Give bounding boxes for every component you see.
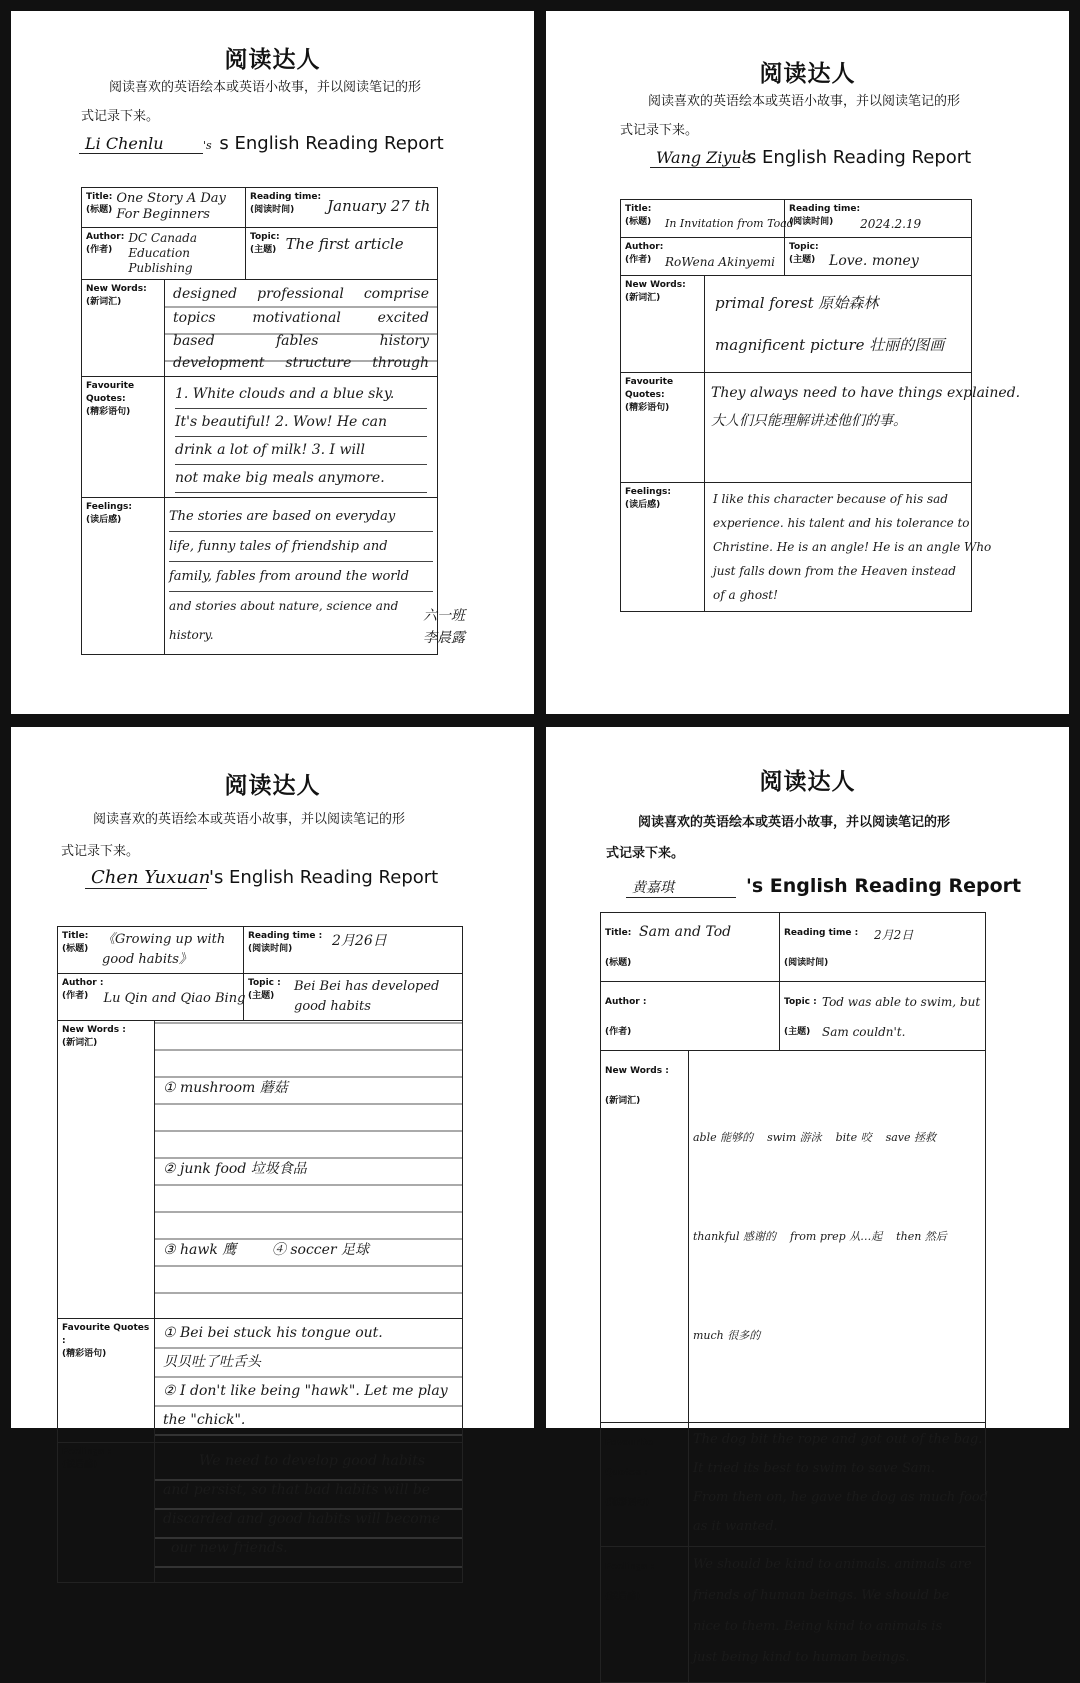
report-title-line	[85, 867, 438, 889]
signature-class: 六一班	[423, 608, 465, 624]
quotes-text	[693, 1425, 989, 1541]
student-name: Li Chenlu	[79, 134, 203, 154]
new-word: topics	[173, 310, 216, 326]
quotes-cell	[689, 1423, 989, 1547]
quote-line: The dog bit the rope and got out of the bag.	[693, 1432, 983, 1447]
reading-time-value: 2024.2.19	[860, 217, 922, 231]
feelings-label: Feelings: (读后感)	[625, 487, 671, 510]
quotes-label-cell	[82, 377, 165, 498]
report-form	[620, 199, 1021, 612]
quote-line: 贝贝吐了吐舌头	[163, 1354, 261, 1370]
new-words-text	[715, 282, 961, 366]
report-form	[600, 912, 989, 1683]
title-label: Title: (标题)	[86, 192, 113, 215]
page-heading: 阅读达人	[759, 61, 856, 87]
quotes-text	[175, 381, 427, 493]
intro-line-2: 式记录下来。	[61, 844, 140, 859]
author-label: Author : (作者)	[62, 978, 104, 1001]
new-words-row	[173, 282, 429, 306]
feelings-text	[693, 1549, 981, 1673]
new-words-label-cell	[58, 1021, 155, 1319]
intro-line-1: 阅读喜欢的英语绘本或英语小故事，并以阅读笔记的形	[648, 94, 961, 109]
topic-label: Topic: (主题)	[789, 242, 819, 265]
topic-cell	[244, 974, 463, 1021]
report-title-line	[626, 875, 1021, 898]
topic-label: Topic: (主题)	[250, 232, 280, 255]
new-word: history	[379, 333, 429, 349]
report-title-line	[650, 147, 971, 168]
feelings-label: Feelings: (读后感)	[86, 502, 132, 525]
reading-report-page-2	[546, 11, 1069, 714]
new-words-row	[173, 330, 429, 352]
intro-line-1: 阅读喜欢的英语绘本或英语小故事，并以阅读笔记的形	[638, 815, 951, 830]
new-word: based	[173, 333, 215, 349]
reading-report-page-3	[11, 727, 534, 1556]
feelings-line: family, fables from around the world	[169, 562, 433, 592]
reading-time-label: Reading time: (阅读时间)	[789, 204, 861, 227]
student-name: 黄嘉琪	[626, 877, 736, 898]
student-name: Wang Ziyue	[650, 148, 740, 168]
topic-value: Tod was able to swim, but Sam couldn't.	[822, 995, 981, 1039]
topic-label: Topic : (主题)	[784, 997, 817, 1037]
feelings-cell	[689, 1547, 986, 1683]
title-value: 《Growing up with good habits》	[102, 932, 226, 967]
new-word: comprise	[363, 286, 429, 302]
quote-line: ① Bei bei stuck his tongue out.	[163, 1325, 383, 1341]
quotes-text	[163, 1319, 454, 1435]
intro-line-1: 阅读喜欢的英语绘本或英语小故事，并以阅读笔记的形	[93, 812, 406, 827]
quote-line: They always need to have things explained.	[711, 385, 1021, 401]
quote-line: the "chick".	[163, 1412, 246, 1428]
author-cell	[58, 974, 244, 1021]
feelings-line: nice to them. Being kind to animals is	[693, 1619, 943, 1634]
feelings-cell	[165, 498, 438, 655]
quote-line: 大人们只能理解讲述他们的事。	[711, 413, 907, 429]
title-label: Title: (标题)	[62, 931, 89, 954]
feelings-line: experience. his talent and his tolerance to	[713, 516, 970, 530]
quote-line: as it wanted.	[693, 1519, 778, 1534]
page-heading: 阅读达人	[224, 773, 321, 799]
author-cell	[601, 982, 780, 1051]
quote-line: 1. White clouds and a blue sky.	[175, 381, 427, 409]
feelings-text	[163, 1447, 454, 1563]
report-title-line	[79, 133, 444, 154]
feelings-line: discarded and good habits will become	[163, 1511, 441, 1527]
new-words-text	[693, 1055, 981, 1418]
new-word: excited	[377, 310, 429, 326]
quotes-cell	[155, 1319, 463, 1443]
title-cell	[621, 200, 794, 238]
title-value: In Invitation from Toad	[665, 217, 794, 230]
new-word: ② junk food 垃圾食品	[163, 1161, 307, 1177]
new-word: fables	[275, 333, 319, 349]
intro-line-2: 式记录下来。	[620, 123, 699, 138]
feelings-label-cell	[621, 483, 705, 612]
new-word: ③ hawk 鹰 ④ soccer 足球	[163, 1242, 370, 1258]
reading-time-cell	[780, 913, 986, 982]
quote-line: From then on, he gave the dog as much food	[693, 1490, 989, 1505]
quotes-cell	[165, 377, 438, 498]
reading-time-label: Reading time: (阅读时间)	[250, 192, 322, 215]
author-label: Author: (作者)	[625, 242, 664, 265]
feelings-line: just being kind to human beings.	[693, 1650, 910, 1665]
quotes-cell	[705, 373, 1021, 483]
quotes-text	[711, 379, 1021, 435]
signature	[423, 605, 465, 649]
reading-time-value: 2月2日	[874, 928, 914, 942]
page-heading: 阅读达人	[759, 769, 856, 795]
report-form	[81, 187, 438, 655]
report-suffix: 's English Reading Report	[746, 875, 1022, 897]
feelings-line: We need to develop good habits	[199, 1453, 426, 1469]
title-label: Title: (标题)	[605, 928, 632, 968]
reading-time-cell	[244, 927, 463, 974]
title-label: Title: (标题)	[625, 204, 652, 227]
topic-cell	[246, 228, 438, 280]
title-value: Sam and Tod	[639, 924, 732, 940]
feelings-label-cell	[82, 498, 165, 655]
topic-value: Love. money	[829, 253, 919, 269]
new-word: structure	[285, 355, 352, 371]
feelings-text	[169, 502, 433, 650]
new-word: professional	[257, 286, 344, 302]
report-form	[57, 926, 463, 1583]
name-suffix: 's	[203, 139, 212, 152]
author-value: Lu Qin and Qiao Bing	[103, 991, 246, 1006]
feelings-label-cell	[601, 1547, 689, 1683]
topic-cell	[780, 982, 986, 1051]
title-cell	[601, 913, 780, 982]
quotes-label-cell	[58, 1319, 155, 1443]
student-name: Chen Yuxuan	[85, 867, 207, 889]
reading-time-label: Reading time : (阅读时间)	[784, 928, 859, 968]
new-word: able 能够的 swim 游泳 bite 咬 save 拯救	[693, 1131, 936, 1144]
new-words-label-cell	[601, 1051, 689, 1423]
new-word: much 很多的	[693, 1329, 761, 1342]
quotes-label: Favourite Quotes: (精彩语句)	[86, 381, 135, 417]
new-word: thankful 感谢的 from prep 从…起 then 然后	[693, 1230, 947, 1243]
intro-line-2: 式记录下来。	[606, 846, 685, 861]
feelings-line: I like this character because of his sad	[713, 492, 948, 506]
title-cell	[82, 188, 246, 228]
title-cell	[58, 927, 244, 974]
new-words-label: New Words: (新词汇)	[625, 280, 686, 303]
signature-name: 李晨露	[423, 630, 465, 646]
new-words-cell	[155, 1021, 463, 1319]
author-value: DC Canada Education Publishing	[128, 231, 197, 275]
feelings-text	[713, 487, 992, 607]
report-suffix: s English Reading Report	[219, 133, 444, 154]
feelings-line: friends of human beings. We should be	[693, 1588, 950, 1603]
feelings-line: our new friends.	[171, 1540, 288, 1556]
feelings-cell	[155, 1443, 463, 1583]
report-suffix: 's English Reading Report	[742, 147, 972, 168]
quotes-label: Favourite Quotes : (精彩语句)	[605, 1438, 654, 1508]
new-words-label: New Words: (新词汇)	[86, 284, 147, 307]
quote-line: drink a lot of milk! 3. I will	[175, 437, 427, 465]
reading-report-page-4	[546, 727, 1069, 1665]
feelings-label: Feelings : (读后感)	[605, 1562, 655, 1602]
new-words-cell	[689, 1051, 986, 1423]
author-cell	[82, 228, 246, 280]
page-heading: 阅读达人	[224, 47, 321, 73]
new-words-cell	[705, 276, 972, 373]
quote-line: ② I don't like being "hawk". Let me play	[163, 1383, 448, 1399]
feelings-line: of a ghost!	[713, 588, 778, 602]
report-suffix: 's English Reading Report	[209, 867, 439, 888]
quotes-label: Favourite Quotes : (精彩语句)	[62, 1323, 150, 1359]
author-cell	[621, 238, 785, 276]
new-words-label: New Words : (新词汇)	[62, 1025, 126, 1048]
quotes-label-cell	[621, 373, 705, 483]
feelings-line: The stories are based on everyday	[169, 502, 433, 532]
feelings-line: and persist, so that bad habits will be	[163, 1482, 431, 1498]
topic-value: Bei Bei has developed good habits	[294, 979, 440, 1014]
topic-cell	[785, 238, 972, 276]
new-word: motivational	[252, 310, 341, 326]
intro-line-1: 阅读喜欢的英语绘本或英语小故事，并以阅读笔记的形	[109, 80, 422, 95]
new-words-label-cell	[82, 280, 165, 377]
reading-time-cell	[785, 200, 972, 238]
feelings-line: life, funny tales of friendship and	[169, 532, 433, 562]
title-value: One Story A Day For Beginners	[116, 191, 226, 222]
feelings-line: and stories about nature, science and history.	[169, 599, 399, 642]
quote-line: It tried its best to swim to save Sam.	[693, 1461, 935, 1476]
feelings-label-cell	[58, 1443, 155, 1583]
author-label: Author : (作者)	[605, 997, 647, 1037]
new-words-cell	[165, 280, 438, 377]
feelings-cell	[705, 483, 992, 612]
new-words-label-cell	[621, 276, 705, 373]
new-word: development	[173, 355, 265, 371]
intro-line-2: 式记录下来。	[81, 109, 160, 124]
new-words-label: New Words : (新词汇)	[605, 1066, 669, 1106]
reading-time-label: Reading time : (阅读时间)	[248, 931, 323, 954]
new-words-row	[173, 306, 429, 330]
reading-time-cell	[246, 188, 438, 228]
quotes-label-cell	[601, 1423, 689, 1547]
topic-label: Topic : (主题)	[248, 978, 281, 1001]
new-word: magnificent picture 壮丽的图画	[715, 336, 945, 354]
feelings-label: Feelings : (读后感)	[62, 1447, 112, 1470]
topic-value: The first article	[285, 235, 404, 253]
feelings-line: just falls down from the Heaven instead	[713, 564, 956, 578]
new-word: designed	[173, 286, 238, 302]
author-label: Author: (作者)	[86, 232, 125, 255]
quote-line: It's beautiful! 2. Wow! He can	[175, 409, 427, 437]
feelings-line: Christine. He is an angle! He is an angle Who	[713, 540, 992, 554]
author-value: RoWena Akinyemi	[665, 255, 776, 269]
feelings-line: We should be kind to animals. animals are	[693, 1557, 972, 1572]
new-word: primal forest 原始森林	[715, 294, 879, 312]
reading-time-value: 2月26日	[332, 933, 387, 949]
new-word: through	[372, 355, 430, 371]
reading-time-value: January 27 th	[327, 197, 431, 215]
quotes-label: Favourite Quotes: (精彩语句)	[625, 377, 674, 413]
reading-report-page-1	[11, 11, 534, 714]
new-word: ① mushroom 蘑菇	[163, 1080, 288, 1096]
new-words-row	[173, 352, 429, 374]
new-words-text	[163, 1021, 454, 1318]
quote-line: not make big meals anymore.	[175, 465, 427, 493]
